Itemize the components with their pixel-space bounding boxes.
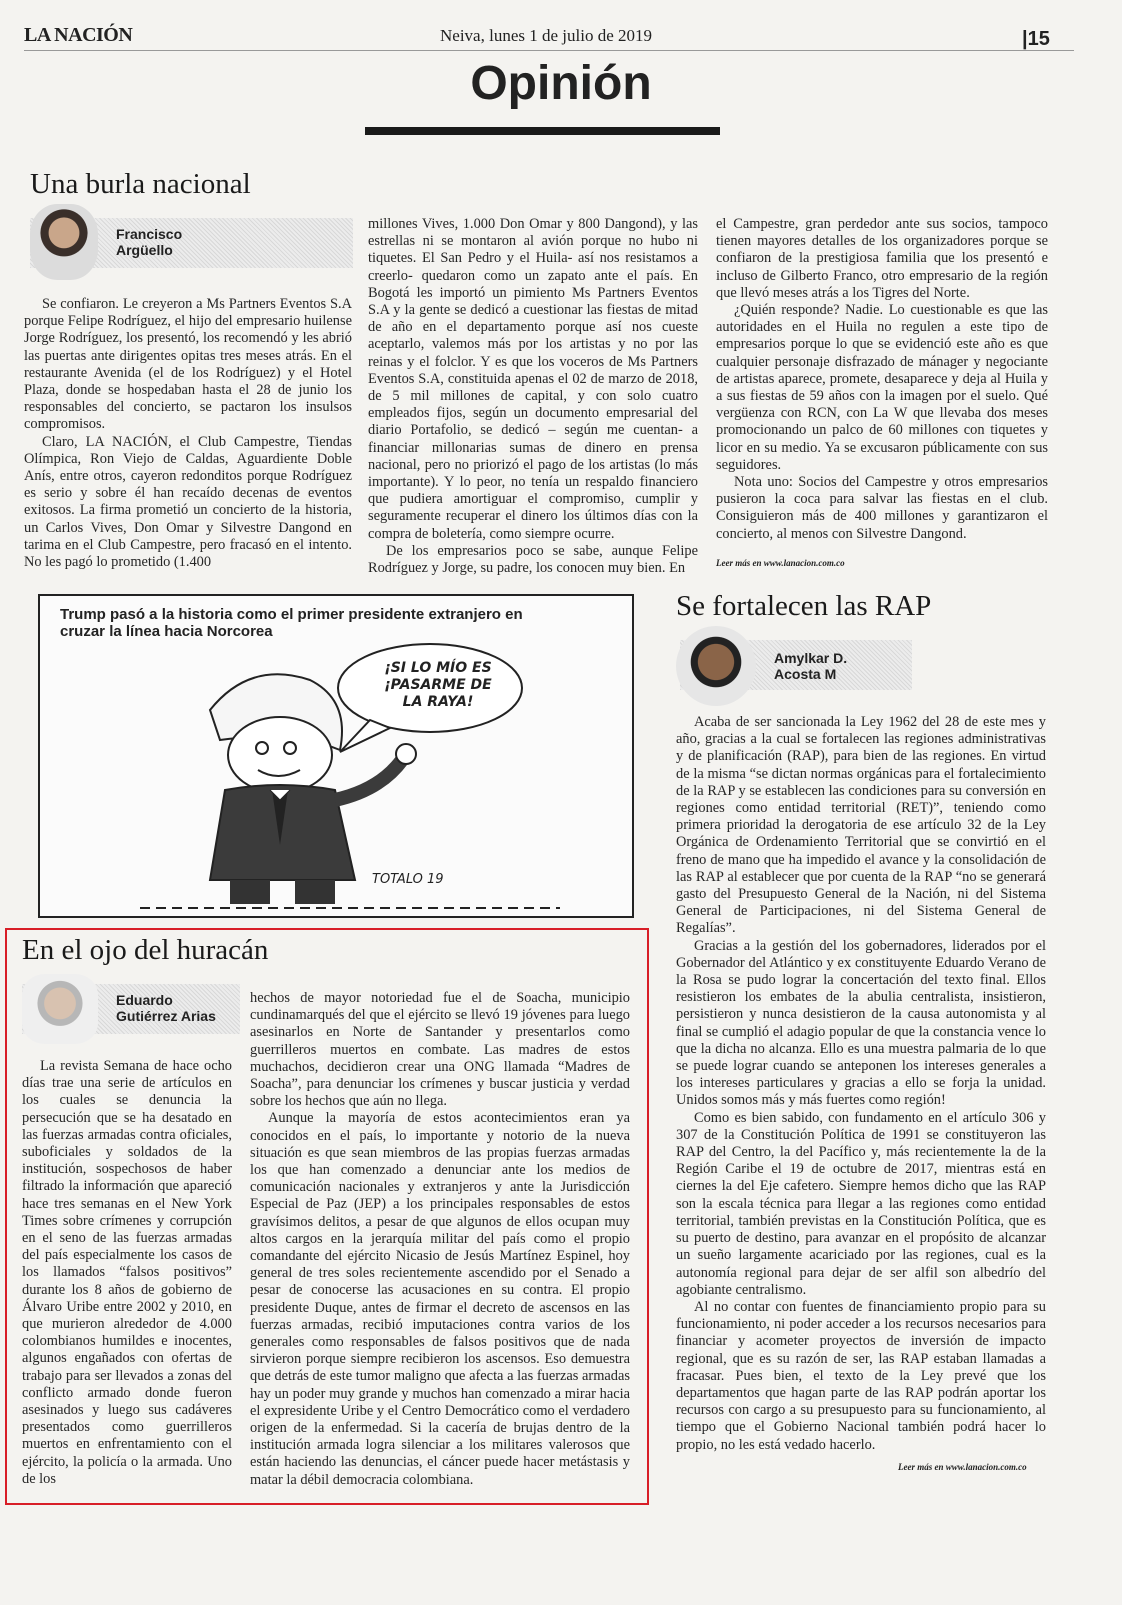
paragraph: el Campestre, gran perdedor ante sus socios, tampoco tienen mayores detalles de los organizadores porque se confiaron de la prestigiosa familia que los presentó e incluso de Gilberto Franco, otro empresario de la región que llevó meses atrás a los Tigres del Norte.: [716, 216, 1048, 301]
author-photo: [30, 204, 98, 280]
header-rule: [24, 50, 1074, 51]
masthead-logo: LA NACIÓN: [24, 24, 133, 46]
paragraph: Se confiaron. Le creyeron a Ms Partners Eventos S.A porque Felipe Rodríguez, el hijo del empresario huilense Jorge Rodríguez, los presentó, los recomendó y les abrió las puertas ante dirigentes opitas tres meses atrás. En el restaurante Avenida (el de los Rodríguez) y el Hotel Plaza, donde se hospedaban hasta el 28 de junio los responsables del concierto, se pactaron los insulsos compromisos.: [24, 296, 352, 433]
read-more-link[interactable]: Leer más en www.lanacion.com.co: [898, 1462, 1027, 1472]
page-number: |15: [1022, 28, 1050, 50]
article-column: [22, 1058, 232, 1488]
article-headline: En el ojo del huracán: [22, 934, 269, 966]
paragraph: La revista Semana de hace ocho días trae una serie de artículos en los cuales se denuncia la persecución que se ha desatado en las fuerzas armadas contra oficiales, suboficiales y soldados de la institución, sospechosos de haber filtrado la información que apareció hace tres semanas en el New York Times sobre crímenes y corrupción en el seno de las fuerzas armadas del país especialmente los casos de los llamados “falsos positivos” durante los 8 años de gobierno de Álvaro Uribe entre 2002 y 2010, en que murieron alrededor de 4.000 colombianos humildes e inocentes, algunos engañados con ofertas de trabajo para ser llevados a zonas del conflicto armado donde fueron asesinados y luego sus cadáveres presentados como guerrilleros muertos en enfrentamiento con el ejército, la policía o la armada. Uno de los: [22, 1058, 232, 1487]
paragraph: hechos de mayor notoriedad fue el de Soacha, municipio cundinamarqués del que el ejército se llevó 19 jóvenes para luego asesinarlos en Norte de Santander y presentarlos como guerrilleros muertos en combate. Las madres de estos muchachos, decidieron crear una ONG llamada “Madres de Soacha”, para denunciar los crímenes y buscar justicia y verdad sobre los hechos que aún no llega.: [250, 990, 630, 1110]
author-photo: [22, 974, 98, 1044]
paragraph: De los empresarios poco se sabe, aunque Felipe Rodríguez y Jorge, su padre, los conocen muy bien. En: [368, 542, 698, 577]
speech-bubble-text: ¡SI LO MÍO ES ¡PASARME DE LA RAYA!: [384, 660, 492, 710]
article-headline: Una burla nacional: [30, 168, 251, 200]
section-title: Opinión: [470, 57, 652, 110]
cartoonist-signature: TOTALO 19: [372, 872, 444, 887]
paragraph: Nota uno: Socios del Campestre y otros empresarios pusieron la coca para salvar las fiestas en el club. Consiguieron más de 400 millones y garantizaron el concierto, al menos con Silvestre Dangond.: [716, 474, 1048, 542]
page-number-value: 15: [1027, 28, 1050, 50]
article-headline: Se fortalecen las RAP: [676, 590, 932, 622]
read-more-link[interactable]: Leer más en www.lanacion.com.co: [716, 558, 845, 568]
article-column: [676, 714, 1046, 1454]
section-underline: [365, 127, 720, 135]
author-name: Eduardo Gutiérrez Arias: [116, 992, 216, 1024]
paragraph: Al no contar con fuentes de financiamiento propio para su funcionamiento, ni poder acceder a los recursos necesarios para financiar y acometer proyectos de inversión de impacto regional, que es su razón de ser, las RAP estaban llamadas a fracasar. Pues bien, el texto de la Ley prevé que los departamentos que hagan parte de las RAP podrán aportar los recursos con cargo a su presupuesto para su funcionamiento, al tiempo que el Gobierno Nacional también podrá hacer lo propio, no les está vedado hacerlo.: [676, 1298, 1046, 1453]
paragraph: millones Vives, 1.000 Don Omar y 800 Dangond), y las estrellas ni se montaron al avión porque no hubo ni tiquetes. El San Pedro y el Huila- así nos resistamos a creerlo- quedaron como un zapato ante el país. En Bogotá les importó un pimiento Ms Partners Eventos S.A y la gente se dedicó a cuestionar las fiestas de mitad de año en el departamento porque así nos cueste aceptarlo, valemos más por los artistas y no por las reinas y el folclor. Y es que los voceros de Ms Partners Eventos S.A, constituida apenas el 02 de marzo de 2018, de 5 mil millones de capital, y con solo cuatro empleados fijos, según un documento empresarial del diario Portafolio, se dedicó – según me cuentan- a financiar millonarias sumas de dinero en prensa nacional, pero no priorizó el pago de los artistas (lo más importante). Y lo peor, no tenía un respaldo financiero que pudiera amortiguar el compromiso, cumplir y seguramente recuperar el dinero los últimos días con la compra de boletería, como siempre ocurre.: [368, 216, 698, 542]
paragraph: Gracias a la gestión del los gobernadores, liderados por el Gobernador del Atlántico y ex constituyente Eduardo Verano de la Rosa se pudo lograr la concertación del texto final. Ellos resistieron los embates de la abulia centralista, insistieron, persistieron y nunca desistieron de la causa autonomista y al final se cumplió el adagio popular de que la constancia vence lo que la dicha no alcanza. Ello es una muestra palmaria de lo que se puede lograr cuando se anteponen los intereses generales a los intereses particulares y gracias a ello se forja la unidad. Unidos somos más y más fuertes como región!: [676, 937, 1046, 1109]
paragraph: ¿Quién responde? Nadie. Lo cuestionable es que las autoridades en el Huila no regulen a este tipo de empresarios porque lo que se evidenció este año es que cualquier personaje disfrazado de mánager y negociante de artistas aparece, promete, desaparece y deja al Huila y a sus fiestas de 59 años con la imagen por el suelo. Qué vergüenza con RCN, con La W que llevaba dos meses promocionando un palco de 60 millones con tiquetes y licor en su medio. Ya se excusaron públicamente con sus seguidores.: [716, 302, 1048, 473]
paragraph: Acaba de ser sancionada la Ley 1962 del 28 de este mes y año, gracias a la cual se fortalecen las regiones administrativas y de planificación (RAP), para bien de las regiones. En virtud de la misma “se dictan normas orgánicas para el fortalecimiento de la RAP y se establecen las condiciones para su conversión en regiones como entidad territorial (RET)”, teniendo como primera prioridad la derogatoria de ese artículo 32 de la Ley Orgánica de Ordenamiento Territorial que se convirtió en el freno de mano que ha impedido el avance y la consolidación de las RAP al establecer que por cuenta de la RAP “no se generará gasto del Presupuesto General de la Nación, ni del Sistema General de Participaciones, ni del Sistema General de Regalías”.: [676, 714, 1046, 937]
author-photo: [676, 626, 756, 706]
article-column: [250, 990, 630, 1489]
article-column: [716, 216, 1048, 543]
dateline: Neiva, lunes 1 de julio de 2019: [440, 26, 652, 45]
article-column: [24, 296, 352, 571]
paragraph: Claro, LA NACIÓN, el Club Campestre, Tiendas Olímpica, Ron Viejo de Caldas, Aguardiente Doble Anís, entre otros, cayeron redonditos porque Rodríguez es serio y sobre él han recaído decenas de eventos exitosos. La firma prometió un concierto de la historia, un Carlos Vives, Don Omar y Silvestre Dangond en tarima en el Club Campestre, pero fracasó en el intento. No les pagó lo prometido (1.400: [24, 433, 352, 571]
author-name: Francisco Argüello: [116, 226, 183, 258]
paragraph: Aunque la mayoría de estos acontecimientos eran ya conocidos en el país, lo importante y notorio de la nueva situación es que sean miembros de las propias fuerzas armadas los que han comenzado a denunciar ante los medios de comunicación nacionales y extranjeros y ante la Jurisdicción Especial de Paz (JEP) a los principales responsables de estos gravísimos delitos, a pesar de que algunos de ellos ocupan muy altos cargos en la jerarquía militar del país como el propio comandante del ejército Nicasio de Jesús Martínez Espinel, hoy general de tres soles recientemente ascendido por el Senado a pesar de conocerse las acusaciones en su contra. El propio presidente Duque, antes de firmar el decreto de ascensos en las fuerzas armadas, recibió imputaciones contra varios de los generales como responsables de falsos positivos que de nada sirvieron porque siempre recibieron los ascensos. Eso demuestra que detrás de este tumor maligno que afecta a las fuerzas armadas hay un poder muy grande y muchos han comenzado a mirar hacia el expresidente Uribe y el Centro Democrático como el verdadero origen de la enfermedad. Si la cacería de brujas dentro de la institución armada logra silenciar a los militares valerosos que están haciendo las denuncias, el cáncer puede hacer metástasis y matar la débil democracia colombiana.: [250, 1110, 630, 1488]
paragraph: Como es bien sabido, con fundamento en el artículo 306 y 307 de la Constitución Política de 1991 se constituyeron las RAP del Centro, la del Pacífico y, más recientemente la de la Región Caribe el 19 de octubre de 2017, mientras está en ciernes la del Eje cafetero. Siempre hemos dicho que las RAP son la escala técnica para llegar a las regiones como entidad territorial, también previstas en la Constitución Política, que es su puerto de destino, para avanzar en el propósito de alcanzar un sueño largamente acariciado por las regiones, cual es la autonomía regional para dejar de ser alfil son albedrío del agobiante centralismo.: [676, 1109, 1046, 1298]
article-column: [368, 216, 698, 577]
author-name: Amylkar D. Acosta M: [774, 650, 848, 682]
cartoon-caption: Trump pasó a la historia como el primer presidente extranjero en cruzar la línea hacia Norcorea: [60, 606, 523, 640]
